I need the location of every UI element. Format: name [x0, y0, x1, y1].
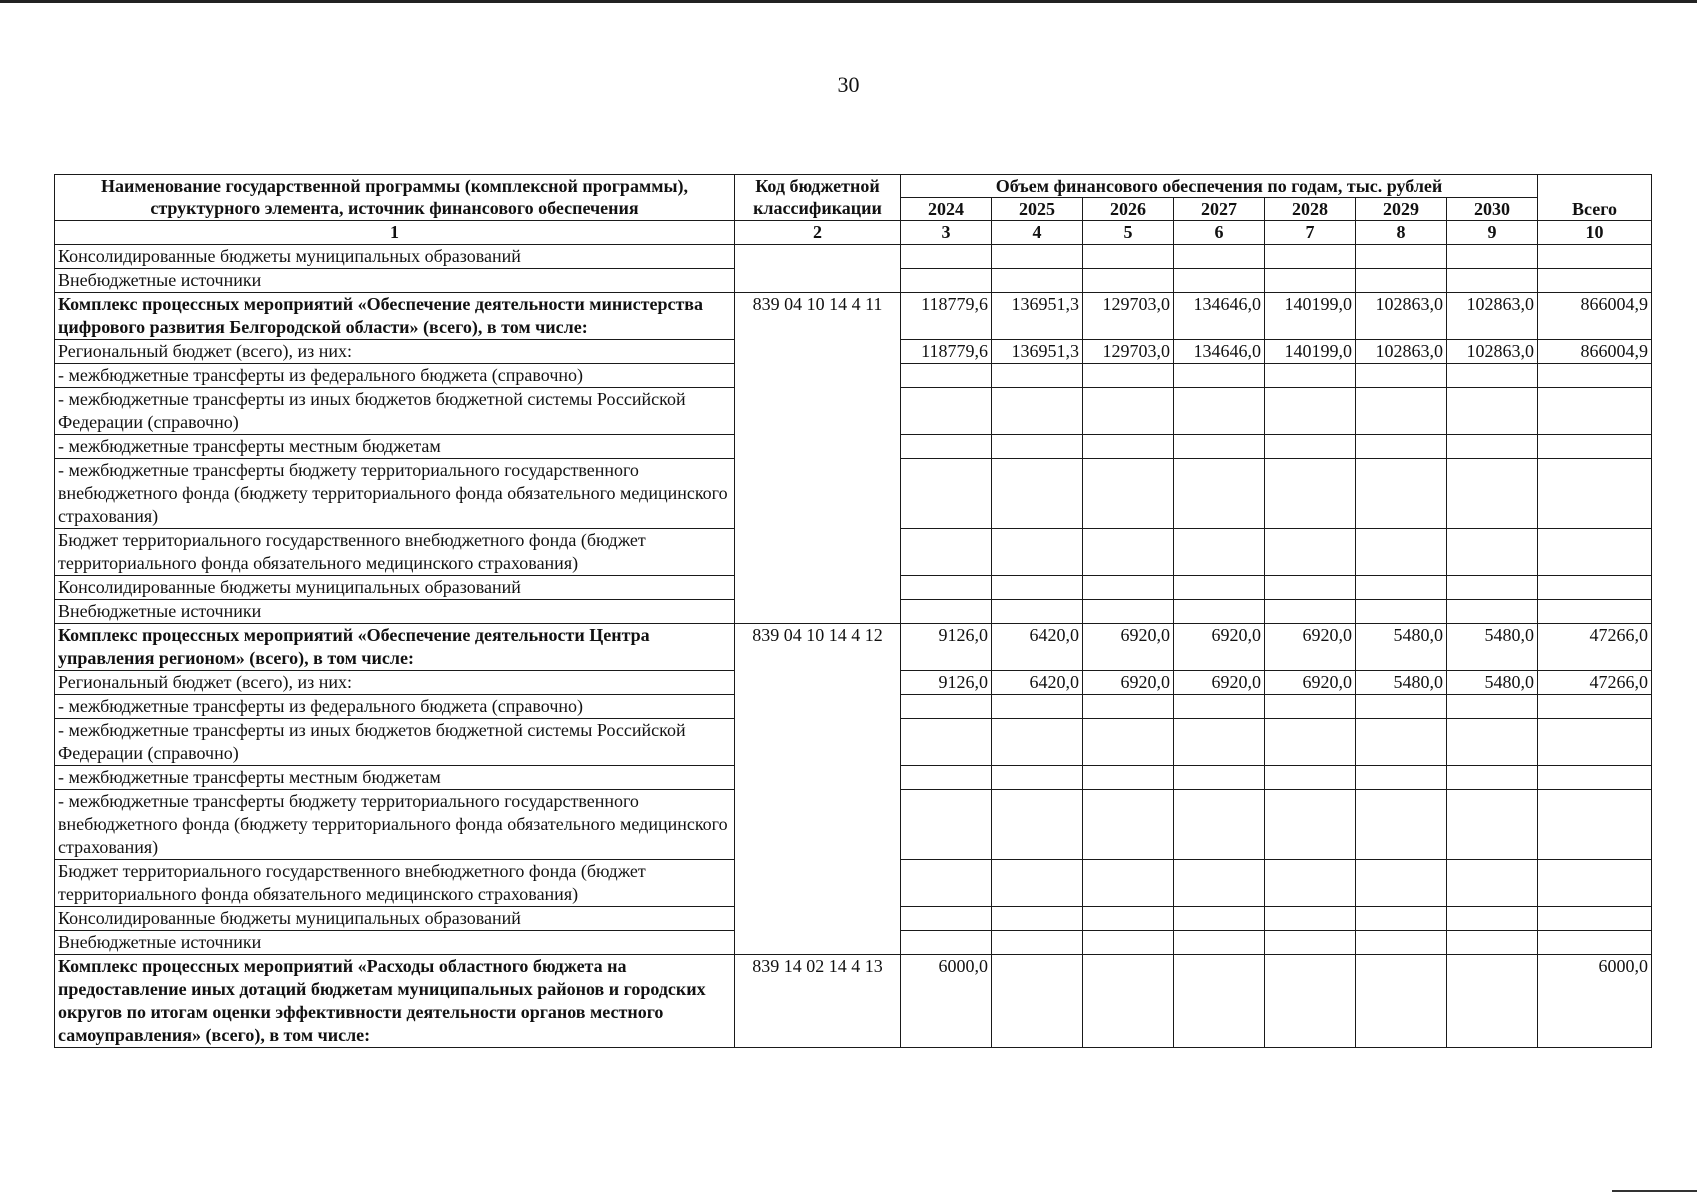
header-name: Наименование государственной программы (комплексной программы), структурного элемента, источник финансового обеспечения — [55, 175, 735, 221]
year-value-cell — [1083, 790, 1174, 860]
year-value-cell — [1174, 600, 1265, 624]
row-name: - межбюджетные трансферты из федерального бюджета (справочно) — [55, 364, 735, 388]
year-value-cell: 6420,0 — [992, 671, 1083, 695]
year-value-cell: 9126,0 — [901, 624, 992, 671]
table-row — [55, 293, 1652, 340]
row-name: Региональный бюджет (всего), из них: — [55, 671, 735, 695]
year-value-cell — [1447, 245, 1538, 269]
year-value-cell — [1265, 719, 1356, 766]
year-value-cell — [992, 388, 1083, 435]
year-value-cell — [901, 695, 992, 719]
year-value-cell — [1083, 860, 1174, 907]
year-value-cell — [1265, 907, 1356, 931]
year-value-cell — [1174, 907, 1265, 931]
year-value-cell — [1083, 931, 1174, 955]
column-number: 10 — [1538, 221, 1652, 245]
total-value-cell — [1538, 931, 1652, 955]
row-name: Консолидированные бюджеты муниципальных образований — [55, 245, 735, 269]
year-value-cell — [1174, 435, 1265, 459]
year-value-cell — [1174, 245, 1265, 269]
year-value-cell — [1356, 245, 1447, 269]
header-row-1 — [55, 175, 1652, 198]
year-value-cell — [1265, 245, 1356, 269]
year-value-cell — [1265, 364, 1356, 388]
year-value-cell: 118779,6 — [901, 293, 992, 340]
year-value-cell — [1174, 388, 1265, 435]
header-total: Всего — [1538, 175, 1652, 221]
year-value-cell — [1083, 269, 1174, 293]
total-value-cell — [1538, 388, 1652, 435]
year-value-cell — [1265, 695, 1356, 719]
year-value-cell — [1356, 435, 1447, 459]
year-value-cell — [1356, 269, 1447, 293]
year-value-cell — [1174, 931, 1265, 955]
year-value-cell — [1356, 695, 1447, 719]
page-number: 30 — [837, 72, 860, 97]
year-value-cell — [1265, 459, 1356, 529]
year-value-cell — [1083, 600, 1174, 624]
total-value-cell — [1538, 245, 1652, 269]
year-value-cell — [1356, 766, 1447, 790]
year-value-cell — [992, 790, 1083, 860]
year-value-cell — [1174, 695, 1265, 719]
year-value-cell — [901, 931, 992, 955]
total-value-cell — [1538, 576, 1652, 600]
year-value-cell — [1083, 435, 1174, 459]
year-value-cell: 6920,0 — [1174, 671, 1265, 695]
year-value-cell — [1265, 860, 1356, 907]
header-code: Код бюджетной классификации — [735, 175, 901, 221]
budget-code-cell: 839 04 10 14 4 11 — [735, 293, 901, 624]
year-value-cell — [992, 931, 1083, 955]
year-value-cell: 9126,0 — [901, 671, 992, 695]
year-value-cell — [1265, 600, 1356, 624]
year-value-cell — [1083, 955, 1174, 1048]
row-name: Внебюджетные источники — [55, 600, 735, 624]
table-row — [55, 624, 1652, 671]
year-value-cell — [901, 600, 992, 624]
year-value-cell — [901, 860, 992, 907]
total-value-cell — [1538, 766, 1652, 790]
year-value-cell — [1083, 907, 1174, 931]
budget-code-cell: 839 04 10 14 4 12 — [735, 624, 901, 955]
header-year: 2030 — [1447, 198, 1538, 221]
year-value-cell: 140199,0 — [1265, 340, 1356, 364]
row-name: - межбюджетные трансферты местным бюджетам — [55, 766, 735, 790]
year-value-cell: 102863,0 — [1447, 340, 1538, 364]
year-value-cell — [1265, 576, 1356, 600]
year-value-cell — [1083, 459, 1174, 529]
year-value-cell — [901, 269, 992, 293]
year-value-cell — [992, 766, 1083, 790]
year-value-cell: 5480,0 — [1447, 671, 1538, 695]
year-value-cell — [1174, 790, 1265, 860]
header-funding-group: Объем финансового обеспечения по годам, тыс. рублей — [901, 175, 1538, 198]
year-value-cell — [901, 435, 992, 459]
year-value-cell — [1356, 529, 1447, 576]
year-value-cell — [1265, 790, 1356, 860]
year-value-cell — [992, 907, 1083, 931]
total-value-cell — [1538, 600, 1652, 624]
year-value-cell: 134646,0 — [1174, 340, 1265, 364]
year-value-cell: 5480,0 — [1356, 671, 1447, 695]
year-value-cell — [1083, 766, 1174, 790]
row-name: Консолидированные бюджеты муниципальных образований — [55, 907, 735, 931]
row-name: - межбюджетные трансферты местным бюджетам — [55, 435, 735, 459]
year-value-cell — [1447, 766, 1538, 790]
column-number: 4 — [992, 221, 1083, 245]
year-value-cell — [901, 364, 992, 388]
year-value-cell — [1356, 576, 1447, 600]
year-value-cell — [1447, 600, 1538, 624]
year-value-cell — [901, 907, 992, 931]
year-value-cell — [1174, 459, 1265, 529]
year-value-cell — [901, 576, 992, 600]
bottom-scan-mark — [1612, 1190, 1697, 1192]
year-value-cell: 118779,6 — [901, 340, 992, 364]
year-value-cell — [1447, 860, 1538, 907]
year-value-cell: 140199,0 — [1265, 293, 1356, 340]
header-year: 2025 — [992, 198, 1083, 221]
year-value-cell — [1356, 388, 1447, 435]
year-value-cell — [992, 955, 1083, 1048]
year-value-cell — [1265, 955, 1356, 1048]
year-value-cell: 6920,0 — [1083, 624, 1174, 671]
year-value-cell: 6420,0 — [992, 624, 1083, 671]
column-number: 2 — [735, 221, 901, 245]
year-value-cell — [1447, 719, 1538, 766]
year-value-cell — [1265, 529, 1356, 576]
year-value-cell: 6920,0 — [1083, 671, 1174, 695]
year-value-cell — [1174, 269, 1265, 293]
year-value-cell — [1447, 790, 1538, 860]
total-value-cell — [1538, 364, 1652, 388]
total-value-cell: 866004,9 — [1538, 293, 1652, 340]
total-value-cell: 866004,9 — [1538, 340, 1652, 364]
total-value-cell — [1538, 790, 1652, 860]
column-number: 1 — [55, 221, 735, 245]
year-value-cell — [901, 245, 992, 269]
year-value-cell — [992, 860, 1083, 907]
year-value-cell: 5480,0 — [1356, 624, 1447, 671]
year-value-cell: 102863,0 — [1356, 293, 1447, 340]
year-value-cell: 129703,0 — [1083, 340, 1174, 364]
year-value-cell — [1447, 388, 1538, 435]
year-value-cell — [1174, 955, 1265, 1048]
total-value-cell: 47266,0 — [1538, 671, 1652, 695]
row-name: Бюджет территориального государственного внебюджетного фонда (бюджет территориального фонда обязательного медицинского страхования) — [55, 529, 735, 576]
table-row — [55, 245, 1652, 269]
year-value-cell — [1174, 576, 1265, 600]
year-value-cell: 134646,0 — [1174, 293, 1265, 340]
row-name: - межбюджетные трансферты бюджету территориального государственного внебюджетного фонда (бюджету территориального фонда обязательного медицинского страхования) — [55, 459, 735, 529]
year-value-cell — [992, 245, 1083, 269]
year-value-cell: 5480,0 — [1447, 624, 1538, 671]
total-value-cell — [1538, 435, 1652, 459]
year-value-cell — [1265, 931, 1356, 955]
year-value-cell — [901, 459, 992, 529]
year-value-cell — [1083, 695, 1174, 719]
table-row — [55, 955, 1652, 1048]
year-value-cell — [1447, 907, 1538, 931]
total-value-cell — [1538, 459, 1652, 529]
row-name: Бюджет территориального государственного внебюджетного фонда (бюджет территориального фонда обязательного медицинского страхования) — [55, 860, 735, 907]
year-value-cell — [1356, 931, 1447, 955]
row-name: Внебюджетные источники — [55, 269, 735, 293]
year-value-cell — [1265, 435, 1356, 459]
total-value-cell — [1538, 860, 1652, 907]
year-value-cell: 136951,3 — [992, 340, 1083, 364]
header-year: 2027 — [1174, 198, 1265, 221]
row-name: Внебюджетные источники — [55, 931, 735, 955]
year-value-cell — [1083, 719, 1174, 766]
year-value-cell — [1083, 576, 1174, 600]
total-value-cell — [1538, 719, 1652, 766]
year-value-cell — [1083, 245, 1174, 269]
year-value-cell: 129703,0 — [1083, 293, 1174, 340]
year-value-cell — [901, 529, 992, 576]
column-number: 5 — [1083, 221, 1174, 245]
year-value-cell — [1356, 790, 1447, 860]
top-scan-border — [0, 0, 1697, 3]
year-value-cell — [1447, 576, 1538, 600]
year-value-cell — [1174, 719, 1265, 766]
year-value-cell: 102863,0 — [1447, 293, 1538, 340]
year-value-cell — [1265, 766, 1356, 790]
year-value-cell — [1447, 459, 1538, 529]
year-value-cell — [901, 388, 992, 435]
year-value-cell: 6000,0 — [901, 955, 992, 1048]
row-name: Комплекс процессных мероприятий «Обеспечение деятельности министерства цифрового развития Белгородской области» (всего), в том числе: — [55, 293, 735, 340]
year-value-cell: 6920,0 — [1265, 624, 1356, 671]
row-name: Комплекс процессных мероприятий «Расходы областного бюджета на предоставление иных дотаций бюджетам муниципальных районов и городских округов по итогам оценки эффективности деятельности органов местного самоуправления» (всего), в том числе: — [55, 955, 735, 1048]
total-value-cell — [1538, 529, 1652, 576]
year-value-cell — [1447, 529, 1538, 576]
year-value-cell — [992, 719, 1083, 766]
year-value-cell — [992, 576, 1083, 600]
year-value-cell — [1447, 269, 1538, 293]
year-value-cell — [1265, 269, 1356, 293]
year-value-cell — [1447, 435, 1538, 459]
total-value-cell — [1538, 907, 1652, 931]
year-value-cell — [992, 600, 1083, 624]
year-value-cell — [1356, 459, 1447, 529]
total-value-cell — [1538, 269, 1652, 293]
row-name: Комплекс процессных мероприятий «Обеспечение деятельности Центра управления регионом» (всего), в том числе: — [55, 624, 735, 671]
year-value-cell — [901, 790, 992, 860]
row-name: Консолидированные бюджеты муниципальных образований — [55, 576, 735, 600]
year-value-cell — [992, 435, 1083, 459]
year-value-cell: 102863,0 — [1356, 340, 1447, 364]
year-value-cell — [1174, 860, 1265, 907]
year-value-cell — [901, 766, 992, 790]
year-value-cell: 136951,3 — [992, 293, 1083, 340]
year-value-cell — [1174, 766, 1265, 790]
year-value-cell — [992, 529, 1083, 576]
row-name: - межбюджетные трансферты из иных бюджетов бюджетной системы Российской Федерации (справочно) — [55, 388, 735, 435]
year-value-cell — [992, 695, 1083, 719]
year-value-cell — [992, 459, 1083, 529]
year-value-cell — [1083, 388, 1174, 435]
year-value-cell — [1447, 955, 1538, 1048]
funding-table — [54, 174, 1652, 1048]
year-value-cell — [1356, 907, 1447, 931]
column-number: 8 — [1356, 221, 1447, 245]
year-value-cell — [992, 364, 1083, 388]
header-year: 2024 — [901, 198, 992, 221]
year-value-cell — [1356, 600, 1447, 624]
header-year: 2026 — [1083, 198, 1174, 221]
total-value-cell — [1538, 695, 1652, 719]
row-name: - межбюджетные трансферты из федерального бюджета (справочно) — [55, 695, 735, 719]
year-value-cell — [1447, 695, 1538, 719]
column-number: 6 — [1174, 221, 1265, 245]
year-value-cell — [1447, 364, 1538, 388]
header-year: 2028 — [1265, 198, 1356, 221]
year-value-cell — [1356, 364, 1447, 388]
year-value-cell — [1356, 719, 1447, 766]
year-value-cell — [1356, 955, 1447, 1048]
year-value-cell: 6920,0 — [1265, 671, 1356, 695]
total-value-cell: 47266,0 — [1538, 624, 1652, 671]
budget-code-cell — [735, 245, 901, 293]
budget-code-cell: 839 14 02 14 4 13 — [735, 955, 901, 1048]
year-value-cell: 6920,0 — [1174, 624, 1265, 671]
year-value-cell — [1174, 364, 1265, 388]
year-value-cell — [1083, 529, 1174, 576]
year-value-cell — [1083, 364, 1174, 388]
header-year: 2029 — [1356, 198, 1447, 221]
year-value-cell — [992, 269, 1083, 293]
year-value-cell — [901, 719, 992, 766]
year-value-cell — [1356, 860, 1447, 907]
year-value-cell — [1265, 388, 1356, 435]
row-name: - межбюджетные трансферты из иных бюджетов бюджетной системы Российской Федерации (справочно) — [55, 719, 735, 766]
year-value-cell — [1447, 931, 1538, 955]
total-value-cell: 6000,0 — [1538, 955, 1652, 1048]
column-number: 9 — [1447, 221, 1538, 245]
column-number: 3 — [901, 221, 992, 245]
column-number-row — [55, 221, 1652, 245]
row-name: - межбюджетные трансферты бюджету территориального государственного внебюджетного фонда (бюджету территориального фонда обязательного медицинского страхования) — [55, 790, 735, 860]
row-name: Региональный бюджет (всего), из них: — [55, 340, 735, 364]
year-value-cell — [1174, 529, 1265, 576]
column-number: 7 — [1265, 221, 1356, 245]
